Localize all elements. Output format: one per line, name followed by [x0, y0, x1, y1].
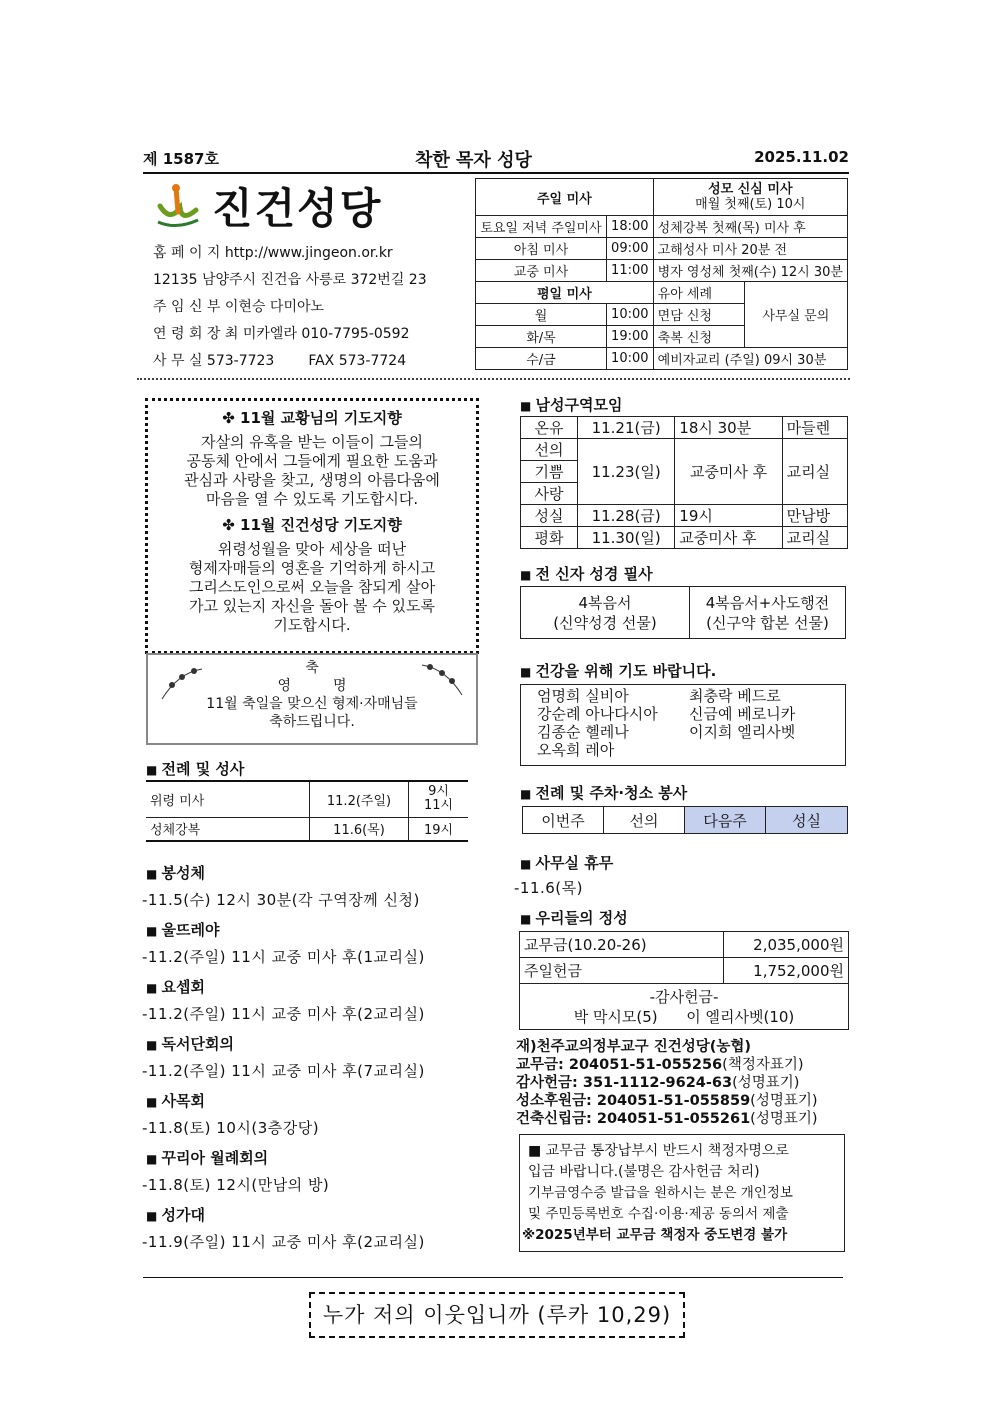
announcement [142, 1033, 476, 1090]
office-closed-title: ■ 사무실 휴무 [520, 852, 613, 873]
monday: 월 [476, 304, 607, 326]
announcement-text: -11.8(토) 12시(만남의 방) [142, 1176, 330, 1194]
offering-table [519, 931, 849, 1030]
announcement [142, 862, 476, 919]
offering-label: 주일헌금 [520, 958, 724, 984]
saturday-evening-mass: 토요일 저녁 주일미사 [476, 216, 607, 238]
left-announcements [142, 862, 476, 1261]
bank-info [516, 1038, 818, 1128]
district-time: 18시 30분 [675, 417, 782, 439]
announcement [142, 1204, 476, 1261]
next-week-group: 성실 [766, 807, 848, 834]
parish-line: 가고 있는지 자신을 돌아 볼 수 있도록 [189, 597, 435, 615]
announcement [142, 919, 476, 976]
catechumen-info: 예비자교리 (주일) 09시 30분 [653, 348, 847, 370]
liturgy-row-time: 19시 [409, 817, 469, 841]
account-note: (성명표기) [732, 1075, 800, 1091]
announcement-text: -11.2(주일) 11시 교중 미사 후(7교리실) [142, 1062, 425, 1080]
district-place: 교리실 [782, 439, 847, 505]
notice-line-3: 기부금영수증 발급을 원하시는 분은 개인정보 [528, 1185, 793, 1201]
bible-option-gift: (신구약 합본 선물) [706, 613, 829, 632]
district-time: 교중미사 후 [675, 527, 782, 549]
announcement [142, 1147, 476, 1204]
district-name: 평화 [521, 527, 578, 549]
issue-date: 2025.11.02 [754, 148, 849, 166]
fax-number: FAX 573-7724 [308, 353, 407, 369]
thanks-offering [520, 984, 849, 1030]
feast-char-3: 명 [333, 678, 347, 694]
health-name: 오옥희 레아 [537, 741, 615, 759]
district-table [520, 416, 848, 549]
district-time: 교중미사 후 [675, 439, 782, 505]
parish-line: 형제자매들의 영혼을 기억하게 하시고 [188, 559, 436, 577]
wed-fri-time: 10:00 [606, 348, 653, 370]
bible-title: ■ 전 신자 성경 필사 [520, 563, 653, 584]
tue-thu-time: 19:00 [606, 326, 653, 348]
account-note: (성명표기) [750, 1111, 818, 1127]
district-name: 기쁨 [521, 461, 578, 483]
time-1: 9시 [428, 784, 449, 800]
liturgy-row-name: 성체강복 [146, 817, 310, 841]
district-date: 11.21(금) [578, 417, 675, 439]
logo-mark-icon [152, 182, 204, 230]
offering-label: 교무금(10.20-26) [520, 932, 724, 958]
parish-line: 위령성월을 맞아 세상을 떠난 [217, 540, 407, 558]
announcement-text: -11.8(토) 10시(3층강당) [142, 1119, 320, 1137]
pope-line: 관심과 사랑을 찾고, 생명의 아름다움에 [184, 471, 440, 489]
office-inquiry: 사무실 문의 [744, 282, 847, 348]
offering-amount: 2,035,000원 [724, 932, 849, 958]
vine-right-icon [418, 659, 466, 699]
health-name: 이지희 엘리사벳 [689, 723, 796, 741]
liturgy-row-name: 위령 미사 [146, 781, 310, 817]
parish-name: 착한 목자 성당 [415, 150, 532, 171]
header-rule [143, 172, 849, 174]
address-line: 12135 남양주시 진건읍 사릉로 372번길 23 [153, 272, 427, 288]
pope-intention-title: ✤ 11월 교황님의 기도지향 [222, 409, 402, 427]
footer-verse: 누가 저의 이웃입니까 (루카 10,29) [309, 1292, 685, 1338]
announcement-title: ■ 울뜨레야 [146, 919, 476, 940]
this-week-label: 이번주 [523, 807, 604, 834]
parish-intention-title: ✤ 11월 진건성당 기도지향 [222, 516, 402, 534]
pope-intention-text [148, 433, 476, 509]
district-name: 온유 [521, 417, 578, 439]
notice-line-2: 입금 바랍니다.(불명은 감사헌금 처리) [528, 1164, 760, 1180]
health-name: 강순례 아나다시아 [537, 705, 658, 723]
bible-option-2 [690, 587, 846, 639]
bank-line [516, 1092, 818, 1110]
blessing-request: 축복 신청 [653, 326, 744, 348]
account-number: 교무금: 204051-51-055256 [516, 1057, 723, 1073]
pope-title-text: 11월 교황님의 기도지향 [240, 409, 402, 427]
header-bar [143, 148, 849, 170]
council-line: 연 령 회 장 최 미카엘라 010-7795-0592 [153, 326, 410, 342]
district-name: 성실 [521, 505, 578, 527]
health-name: 신금예 베로니카 [689, 705, 796, 723]
district-title: ■ 남성구역모임 [520, 394, 622, 415]
announcement-title: ■ 봉성체 [146, 862, 476, 883]
feast-day-box [146, 653, 478, 745]
pope-line: 마음을 열 수 있도록 기도합시다. [205, 490, 419, 508]
notice-text: 교무금 통장납부시 반드시 책정자명으로 [545, 1143, 789, 1159]
district-date: 11.28(금) [578, 505, 675, 527]
bank-line [516, 1056, 818, 1074]
district-name: 사랑 [521, 483, 578, 505]
bible-option-name: 4복음서+사도행전 [705, 593, 830, 612]
contact-info [153, 240, 427, 375]
logo-text: 진건성당 [212, 184, 383, 233]
announcement-text: -11.9(주일) 11시 교중 미사 후(2교리실) [142, 1233, 425, 1251]
announcement-title: ■ 독서단회의 [146, 1033, 476, 1054]
liturgy-row-date: 11.2(주일) [310, 781, 409, 817]
office-line [153, 348, 427, 375]
this-week-group: 선의 [604, 807, 685, 834]
main-mass-time: 11:00 [606, 260, 653, 282]
vine-left-icon [158, 663, 206, 703]
footer-rule [143, 1277, 843, 1278]
district-place: 마들렌 [782, 417, 847, 439]
feast-text-1: 11월 축일을 맞으신 형제·자매님들 [206, 696, 418, 712]
parish-line: 그리스도인으로써 오늘을 참되게 살아 [188, 578, 436, 596]
liturgy-row-time [409, 781, 469, 817]
liturgy-title: ■ 전례 및 성사 [146, 758, 244, 779]
health-name: 엄명희 실비아 [537, 687, 629, 705]
dotted-divider [137, 378, 850, 380]
district-date: 11.23(일) [578, 439, 675, 505]
account-number: 감사헌금: 351-1112-9624-63 [516, 1075, 733, 1091]
tue-thu: 화/목 [476, 326, 607, 348]
parish-intention-text [148, 540, 476, 635]
announcement-text: -11.2(주일) 11시 교중 미사 후(1교리실) [142, 948, 425, 966]
notice-line-1: ■ 교무금 통장납부시 반드시 책정자명으로 [528, 1143, 789, 1159]
district-time: 19시 [675, 505, 782, 527]
health-title: ■ 건강을 위해 기도 바랍니다. [520, 660, 716, 681]
announcement-title: ■ 사목회 [146, 1090, 476, 1111]
morning-time: 09:00 [606, 238, 653, 260]
bible-option-gift: (신약성경 선물) [553, 613, 657, 632]
offering-title: ■ 우리들의 정성 [520, 907, 628, 928]
account-number: 건축신립금: 204051-51-055261 [516, 1111, 751, 1127]
bank-header: 재)천주교의정부교구 진건성당(농협) [516, 1039, 752, 1055]
thanks-title: -감사헌금- [649, 987, 719, 1006]
announcement-title: ■ 꾸리아 월례회의 [146, 1147, 476, 1168]
next-week-label: 다음주 [685, 807, 766, 834]
bible-option-name: 4복음서 [578, 593, 632, 612]
sick-communion-info: 병자 영성체 첫째(수) 12시 30분 [653, 260, 847, 282]
pastor-line: 주 임 신 부 이현승 다미아노 [153, 299, 325, 315]
service-title: ■ 전례 및 주차·청소 봉사 [520, 782, 687, 803]
announcement-title: ■ 성가대 [146, 1204, 476, 1225]
feast-char-2: 영 [277, 678, 291, 694]
prayer-intention-box [145, 398, 479, 654]
thanks-names: 박 막시모(5) 이 엘리사벳(10) [573, 1007, 795, 1026]
district-date: 11.30(일) [578, 527, 675, 549]
feast-text-2: 축하드립니다. [269, 714, 355, 730]
mass-schedule-table [475, 178, 848, 370]
wed-fri: 수/금 [476, 348, 607, 370]
infant-baptism: 유아 세례 [653, 282, 744, 304]
saturday-time: 18:00 [606, 216, 653, 238]
health-name: 최충락 베드로 [689, 687, 781, 705]
devotion-mass-cell [653, 179, 847, 216]
office-closed-text: -11.6(목) [514, 879, 584, 897]
devotion-sub: 매월 첫째(토) 10시 [695, 197, 806, 212]
account-number: 성소후원금: 204051-51-055859 [516, 1093, 751, 1109]
monday-time: 10:00 [606, 304, 653, 326]
pope-line: 자살의 유혹을 받는 이들이 그들의 [201, 433, 423, 451]
announcement [142, 1090, 476, 1147]
announcement-text: -11.5(수) 12시 30분(각 구역장께 신청) [142, 891, 420, 909]
announcement-title: ■ 요셉회 [146, 976, 476, 997]
logo [152, 182, 392, 233]
district-place: 교리실 [782, 527, 847, 549]
notice-box [519, 1134, 845, 1252]
confession-info: 고해성사 미사 20분 전 [653, 238, 847, 260]
morning-mass: 아침 미사 [476, 238, 607, 260]
sunday-mass-header: 주일 미사 [476, 179, 654, 216]
notice-line-5: ※2025년부터 교무금 책정자 중도변경 불가 [522, 1227, 788, 1243]
feast-char-1: 축 [305, 660, 319, 676]
interview-request: 면담 신청 [653, 304, 744, 326]
liturgy-row-date: 11.6(목) [310, 817, 409, 841]
bible-option-1 [521, 587, 690, 639]
weekday-mass-header: 평일 미사 [476, 282, 654, 304]
district-name: 선의 [521, 439, 578, 461]
parish-title-text: 11월 진건성당 기도지향 [240, 516, 402, 534]
parish-line: 기도합시다. [273, 616, 351, 634]
issue-number: 제 1587호 [143, 150, 219, 168]
offering-amount: 1,752,000원 [724, 958, 849, 984]
health-name: 김종순 헬레나 [537, 723, 629, 741]
time-2: 11시 [423, 798, 454, 814]
announcement [142, 976, 476, 1033]
notice-line-4: 및 주민등록번호 수집·이용·제공 동의서 제출 [528, 1206, 789, 1222]
adoration-info: 성체강복 첫째(목) 미사 후 [653, 216, 847, 238]
office-phone: 사 무 실 573-7723 [153, 353, 275, 369]
bank-line [516, 1074, 818, 1092]
bank-line [516, 1110, 818, 1128]
pope-line: 공동체 안에서 그들에게 필요한 도움과 [186, 452, 438, 470]
main-mass: 교중 미사 [476, 260, 607, 282]
account-note: (책정자표기) [722, 1057, 804, 1073]
homepage-line: 홈 페 이 지 http://www.jingeon.or.kr [153, 245, 393, 261]
devotion-title: 성모 신심 미사 [708, 182, 793, 197]
district-place: 만남방 [782, 505, 847, 527]
bible-table [520, 586, 846, 639]
announcement-text: -11.2(주일) 11시 교중 미사 후(2교리실) [142, 1005, 425, 1023]
service-table [522, 806, 848, 834]
health-list [520, 684, 846, 766]
account-note: (성명표기) [750, 1093, 818, 1109]
liturgy-table [146, 780, 468, 842]
